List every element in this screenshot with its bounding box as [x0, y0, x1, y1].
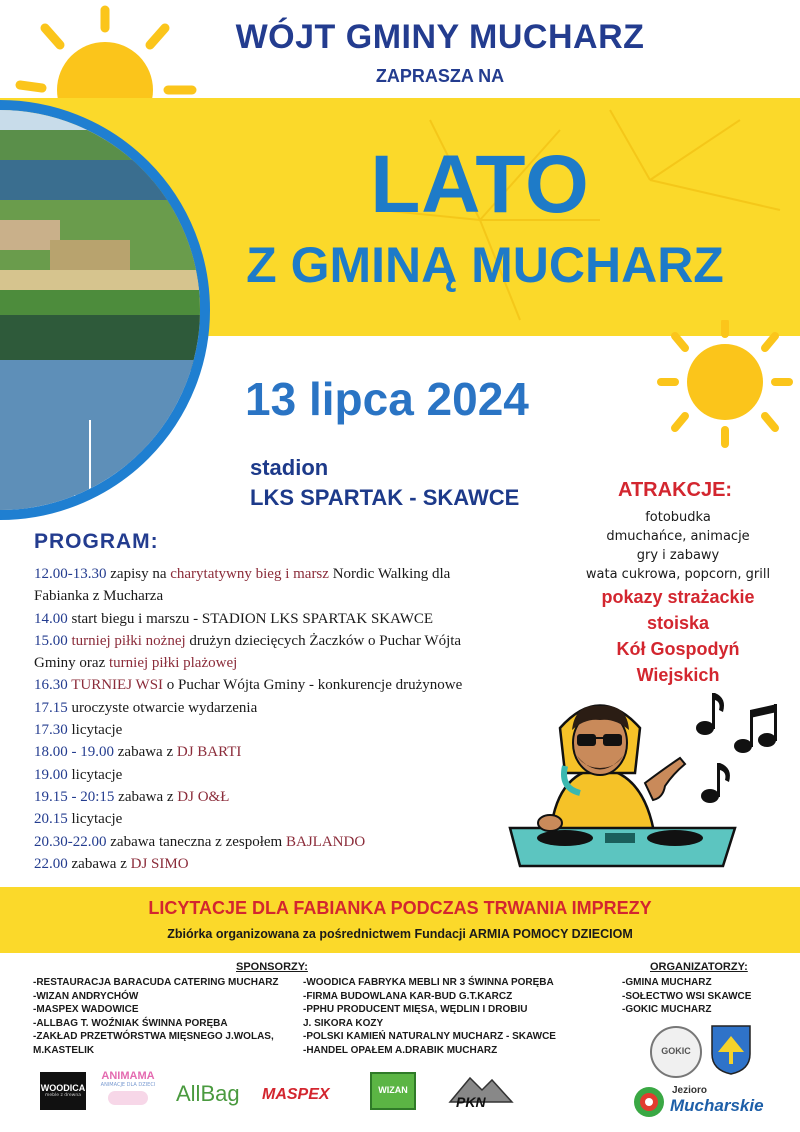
program-text: start biegu i marszu - STADION LKS SPARTAK SKAWCE [67, 610, 434, 627]
event-date: 13 lipca 2024 [245, 373, 529, 425]
organizer-item: -SOŁECTWO WSI SKAWCE [622, 990, 752, 1002]
program-row [34, 786, 554, 808]
attraction-highlight: Wiejskich [636, 665, 720, 685]
program-time: 17.30 [34, 722, 68, 739]
sponsor-item: M.KASTELIK [33, 1044, 95, 1056]
program-row [34, 697, 554, 719]
auction-headline: LICYTACJE DLA FABIANKA PODCZAS TRWANIA IMPREZY [148, 898, 652, 918]
sponsor-item: J. SIKORA KOZY [303, 1017, 384, 1029]
coat-of-arms-icon [710, 1024, 752, 1076]
program-time: 14.00 [34, 610, 68, 627]
program-row [34, 741, 554, 763]
attraction-highlight: Kół Gospodyń [616, 639, 740, 659]
sponsor-item: -WIZAN ANDRYCHÓW [33, 990, 139, 1002]
sponsor-item: -WOODICA FABRYKA MEBLI NR 3 ŚWINNA PORĘBA [303, 977, 554, 988]
pkn-text: PKN [456, 1094, 486, 1110]
program-time: 17.15 [34, 699, 68, 716]
maspex-logo: MASPEX [262, 1086, 330, 1103]
attraction-highlight: stoiska [646, 613, 710, 633]
program-time: 16.30 [34, 677, 68, 694]
header-subtitle: ZAPRASZA NA [375, 66, 505, 86]
sponsor-item: -PPHU PRODUCENT MIĘSA, WĘDLIN I DROBIU [303, 1004, 528, 1015]
program-text: licytacje [67, 722, 123, 739]
program-text: o Puchar Wójta Gminy - konkurencje drużynowe [163, 677, 463, 694]
attraction-highlight: pokazy strażackie [601, 587, 755, 607]
program-row [34, 808, 554, 830]
sponsor-item: -FIRMA BUDOWLANA KAR-BUD G.T.KARCZ [303, 990, 513, 1002]
lake-icon [632, 1085, 666, 1119]
sponsors-column-2 [303, 976, 603, 1057]
sun-icon-right [655, 320, 795, 450]
program-row [34, 630, 554, 652]
program-text: zabawa z [114, 788, 178, 805]
wizan-text: WIZAN [378, 1085, 408, 1095]
sponsors-title: SPONSORZY: [236, 961, 308, 973]
animama-subtext: ANIMACJE DLA DZIECI [100, 1082, 156, 1088]
program-text: uroczyste otwarcie wydarzenia [67, 699, 258, 716]
program-highlight: turniej piłki plażowej [108, 655, 238, 672]
program-highlight: DJ SIMO [130, 855, 189, 872]
program-row [34, 831, 554, 853]
attraction-item: wata cukrowa, popcorn, grill [585, 567, 771, 582]
program-time: 18.00 - 19.00 [34, 744, 114, 761]
program-text: zabawa z [114, 744, 177, 761]
pkn-logo [448, 1072, 514, 1112]
mucharskie-text: Mucharskie [670, 1096, 764, 1115]
sponsor-item: -ZAKŁAD PRZETWÓRSTWA MIĘSNEGO J.WOLAS, [33, 1031, 274, 1042]
program-time: 20.30-22.00 [34, 833, 107, 850]
fundraiser-note: Zbiórka organizowana za pośrednictwem Fundacji ARMIA POMOCY DZIECIOM [167, 927, 633, 941]
program-row [34, 608, 554, 630]
attraction-item: fotobudka [645, 510, 711, 525]
woodica-logo [40, 1072, 86, 1110]
auction-band [0, 887, 800, 953]
sponsors-column-1 [33, 976, 303, 1057]
sponsor-item: -HANDEL OPAŁEM A.DRABIK MUCHARZ [303, 1044, 498, 1056]
animama-logo [98, 1068, 158, 1110]
sponsor-item: -RESTAURACJA BARACUDA CATERING MUCHARZ [33, 977, 279, 988]
program-text: licytacje [67, 766, 123, 783]
program-time: 22.00 [34, 855, 68, 872]
program-text: Gminy oraz [34, 655, 109, 672]
program-row [34, 719, 554, 741]
attractions-list [556, 508, 800, 688]
program-highlight: DJ BARTI [176, 744, 242, 761]
program-text: Fabianka z Mucharza [34, 588, 164, 605]
program-text: licytacje [67, 811, 123, 828]
woodica-subtext: meble z drewna [45, 1093, 81, 1098]
organizers-list [622, 976, 792, 1017]
gokic-logo [650, 1026, 702, 1078]
sponsor-item: -POLSKI KAMIEŃ NATURALNY MUCHARZ - SKAWCE [303, 1031, 556, 1042]
program-highlight: BAJLANDO [285, 833, 366, 850]
program-row [34, 674, 554, 696]
gokic-logo-text: GOKIC [661, 1046, 691, 1056]
program-time: 12.00-13.30 [34, 566, 107, 582]
organizer-item: -GMINA MUCHARZ [622, 977, 712, 988]
program-row [34, 563, 554, 585]
program-text: zabawa z [67, 855, 131, 872]
program-highlight: DJ O&Ł [177, 788, 230, 805]
program-highlight: TURNIEJ WSI [67, 677, 164, 694]
jezioro-text: Jezioro [672, 1085, 708, 1096]
organizers-title: ORGANIZATORZY: [650, 961, 748, 973]
header-title: WÓJT GMINY MUCHARZ [235, 18, 645, 56]
program-time: 20.15 [34, 811, 68, 828]
program-row [34, 853, 554, 875]
event-title-line1: LATO [370, 139, 590, 230]
attractions-title: ATRAKCJE: [618, 479, 733, 501]
program-title: PROGRAM: [34, 530, 159, 553]
program-time: 19.15 - 20:15 [34, 788, 115, 805]
program-text: drużyn dziecięcych Żaczków o Puchar Wójta [185, 632, 462, 649]
attraction-item: gry i zabawy [636, 548, 720, 563]
attraction-item: dmuchańce, animacje [606, 529, 750, 544]
sponsor-item: -MASPEX WADOWICE [33, 1004, 139, 1015]
program-row [34, 585, 554, 607]
woodica-text: WOODICA [40, 1083, 86, 1093]
program-time: 15.00 [34, 632, 68, 649]
jezioro-mucharskie-logo [632, 1085, 772, 1119]
event-title-line2: Z GMINĄ MUCHARZ [246, 237, 724, 293]
program-text: Nordic Walking dla [328, 566, 451, 582]
animama-text: ANIMAMA [101, 1070, 155, 1082]
venue-name: LKS SPARTAK - SKAWCE [250, 485, 520, 510]
allbag-logo: AllBag [176, 1081, 240, 1106]
program-list [34, 563, 554, 875]
program-text: zapisy na [106, 566, 171, 582]
program-row [34, 764, 554, 786]
program-time: 19.00 [34, 766, 68, 783]
program-row [34, 652, 554, 674]
animama-graphic [108, 1091, 148, 1105]
organizer-item: -GOKIC MUCHARZ [622, 1004, 712, 1015]
program-highlight: charytatywny bieg i marsz [170, 566, 329, 582]
program-text: zabawa taneczna z zespołem [106, 833, 286, 850]
sponsor-item: -ALLBAG T. WOŹNIAK ŚWINNA PORĘBA [33, 1017, 228, 1029]
venue-label: stadion [250, 455, 329, 480]
program-highlight: turniej piłki nożnej [67, 632, 186, 649]
wizan-logo [370, 1072, 416, 1110]
